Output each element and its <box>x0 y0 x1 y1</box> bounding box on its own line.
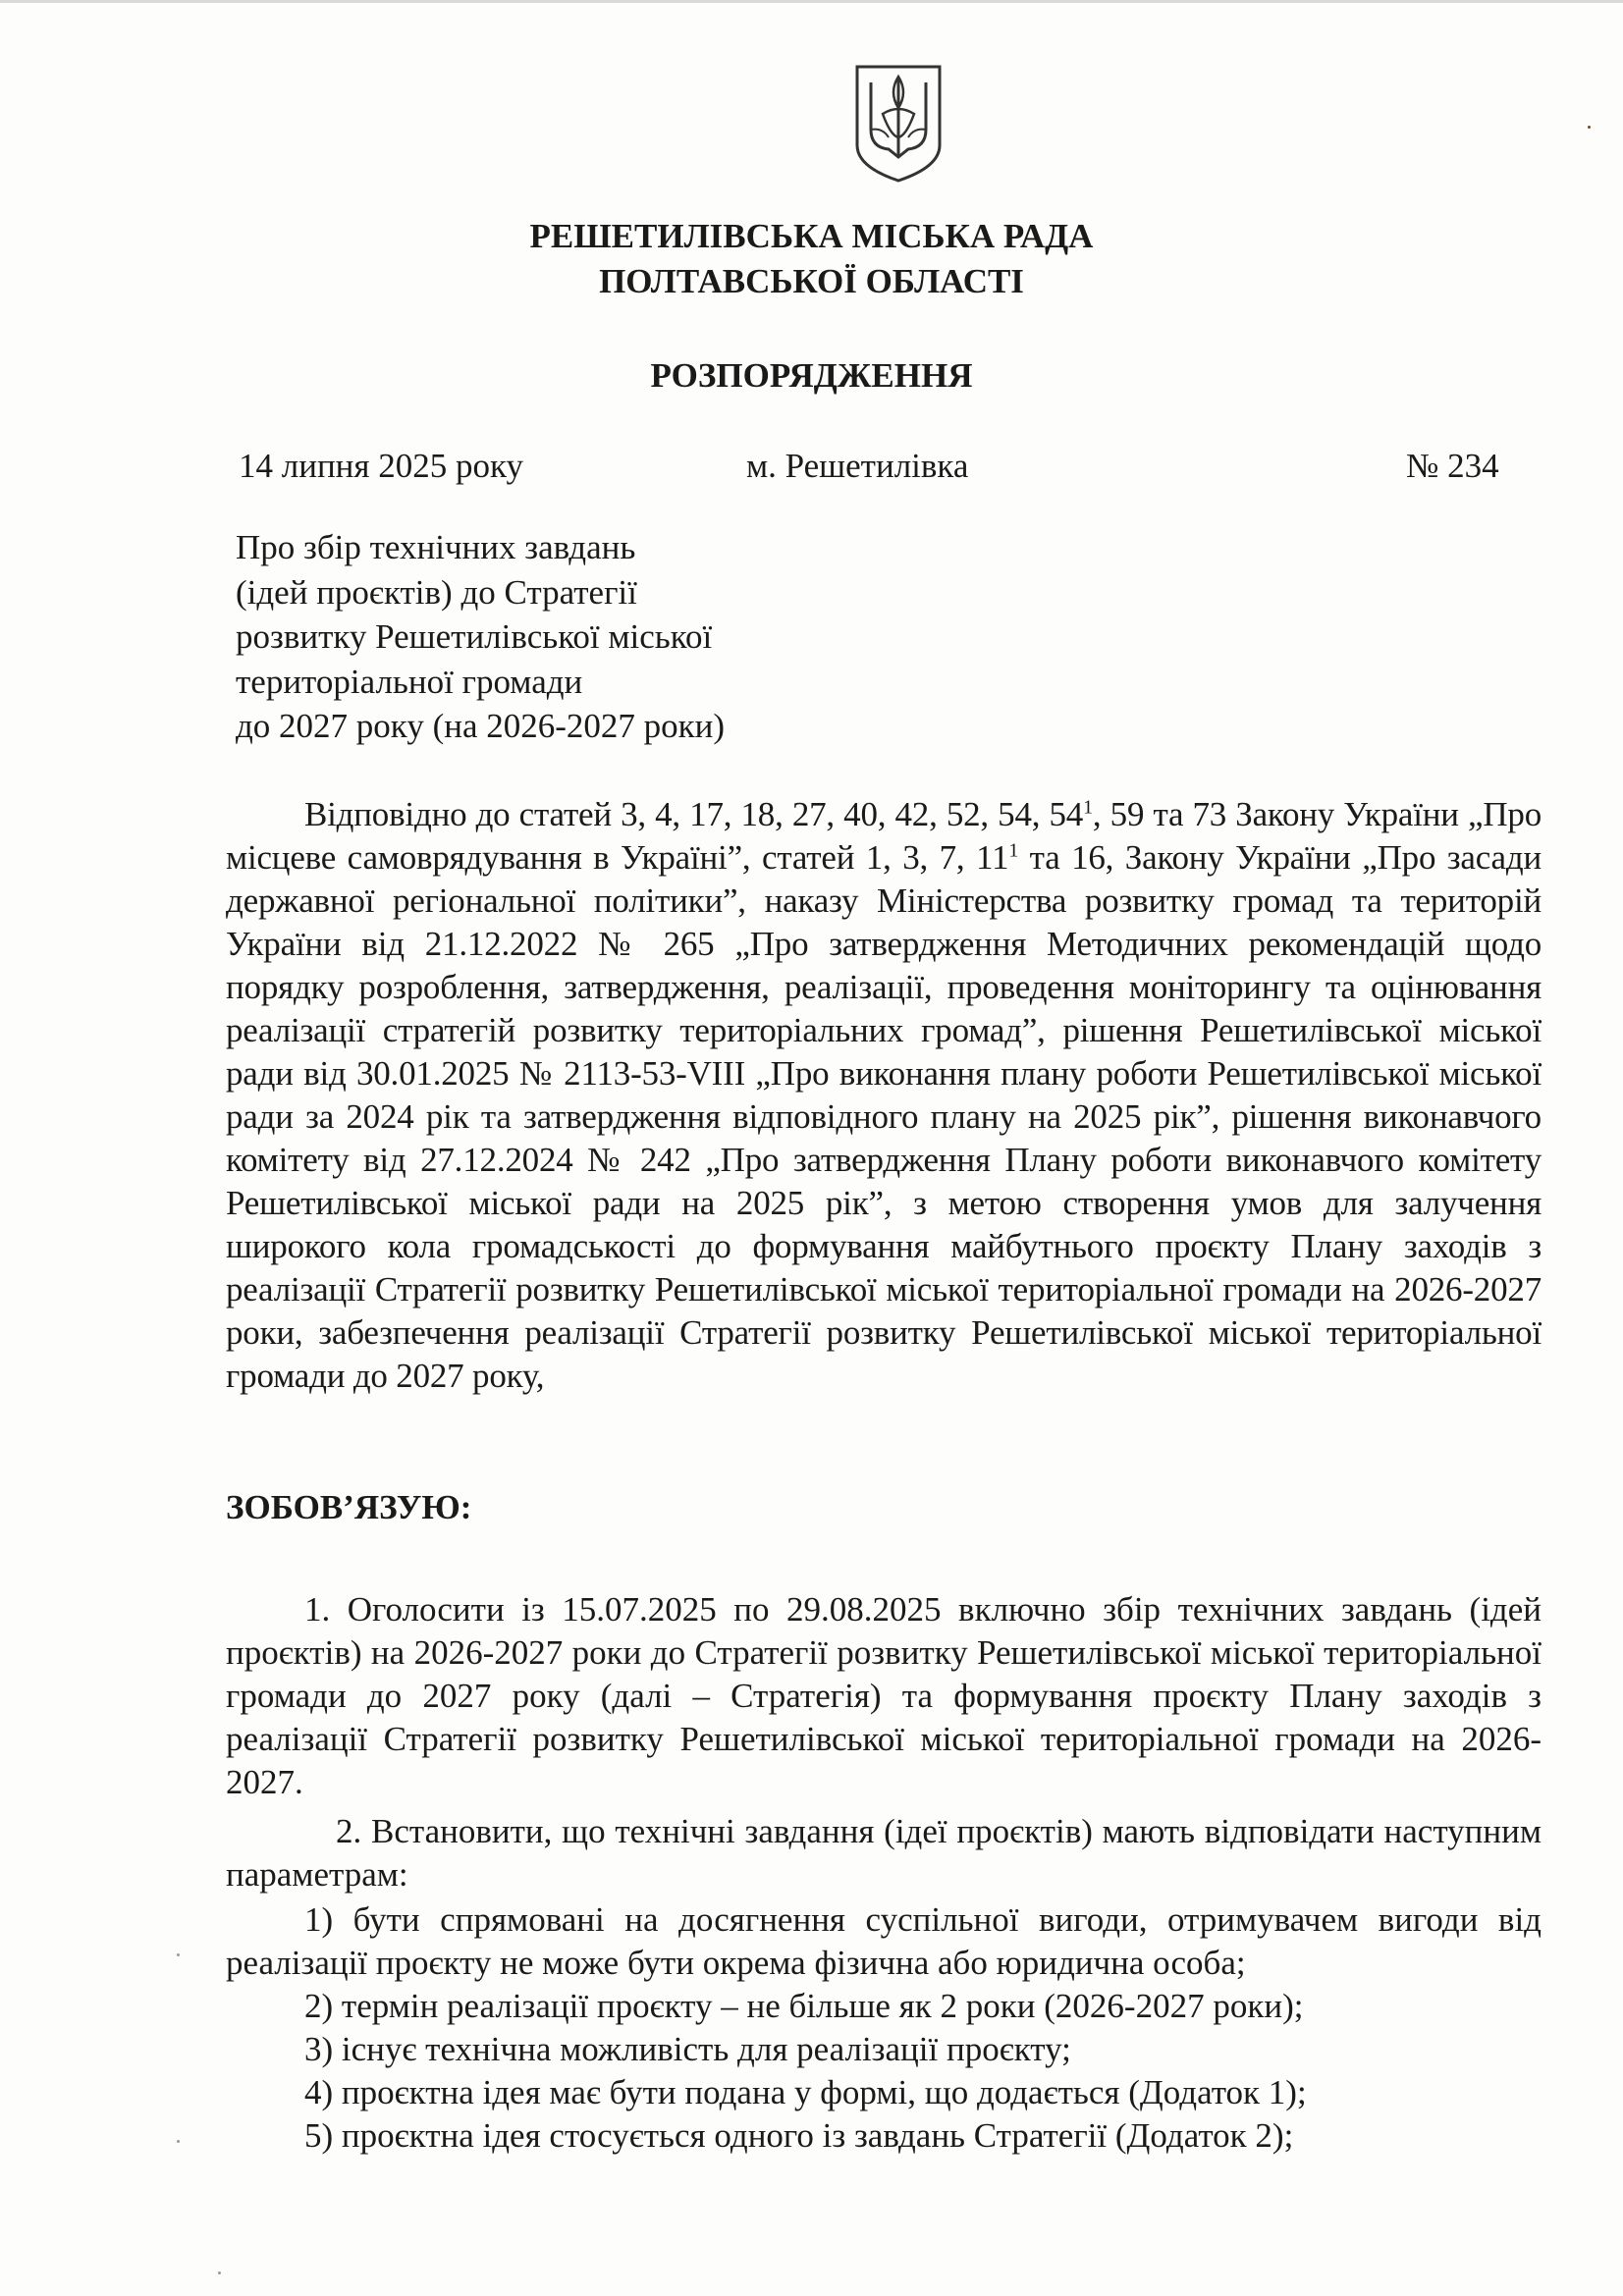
list-item: 4) проєктна ідея має бути подана у формі, що додається (Додаток 1); <box>304 2073 1307 2111</box>
document-type: РОЗПОРЯДЖЕННЯ <box>650 356 973 395</box>
order-city: м. Решетилівка <box>746 447 969 485</box>
oblige-heading: ЗОБОВ’ЯЗУЮ: <box>226 1488 472 1526</box>
list-item: 5) проєктна ідея стосується одного із завдань Стратегії (Додаток 2); <box>304 2116 1294 2155</box>
list-item: 1) бути спрямовані на досягнення суспільної вигоди, отримувачем вигоди від реалізації проєкту не може бути окрема фізична або юридична особа; <box>226 1900 1542 1982</box>
preamble-text: та 16, Закону України „Про засади державної регіональної політики”, наказу Міністерства розвитку громад та територій України від 21.12.2022 № 265 „Про затвердження Методичних рекомендацій щодо порядку розроблення, затвердження, реалізації, проведення моніторингу та оцінювання реалізації стратегій розвитку територіальних громад”, рішення Решетилівської міської ради від 30.01.2025 № 2113-53-VIII „Про виконання плану роботи Решетилівської міської ради за 2024 рік та затвердження відповідного плану на 2025 рік”, рішення виконавчого комітету від 27.12.2024 № 242 „Про затвердження Плану роботи виконавчого комітету Решетилівської міської ради на 2025 рік”, з метою створення умов для залучення широкого кола громадськості до формування майбутнього проєкту Плану заходів з реалізації Стратегії розвитку Решетилівської міської територіальної громади на 2026-2027 роки, забезпечення реалізації Стратегії розвитку Решетилівської міської територіальної громади до 2027 року, <box>226 838 1542 1395</box>
superscript: 1 <box>1008 839 1019 862</box>
subject-line: розвитку Решетилівської міської <box>236 617 713 656</box>
scan-speck <box>218 2271 221 2274</box>
council-line-1: РЕШЕТИЛІВСЬКА МІСЬКА РАДА <box>529 217 1094 255</box>
list-item: 3) існує технічна можливість для реалізації проєкту; <box>304 2030 1071 2068</box>
paragraph-2: 2. Встановити, що технічні завдання (ідеї проєктів) мають відповідати наступним параметрам: <box>226 1812 1542 1894</box>
council-line-2: ПОЛТАВСЬКОЇ ОБЛАСТІ <box>599 262 1024 300</box>
preamble-text: , 59 та 73 Закону України „Про місцеве самоврядування в Україні”, статей 1, 3, 7, 11 <box>226 795 1542 877</box>
list-item: 2) термін реалізації проєкту – не більше як 2 роки (2026-2027 роки); <box>304 1987 1304 2025</box>
subject-line: до 2027 року (на 2026-2027 роки) <box>236 707 726 745</box>
scan-speck <box>177 2140 180 2143</box>
scan-edge <box>0 0 1623 3</box>
order-date: 14 липня 2025 року <box>239 447 524 485</box>
trident-emblem-icon <box>849 59 947 187</box>
subject-line: територіальної громади <box>236 662 583 701</box>
order-subject <box>236 525 864 749</box>
scan-speck <box>1588 126 1591 129</box>
council-name <box>0 214 1623 304</box>
subject-line: Про збір технічних завдань <box>236 528 636 566</box>
preamble-paragraph <box>226 793 1542 1398</box>
scan-speck <box>177 1953 180 1956</box>
subject-line: (ідей проєктів) до Стратегії <box>236 572 637 612</box>
order-number: № 234 <box>1406 447 1499 485</box>
superscript: 1 <box>1083 796 1093 819</box>
preamble-text: Відповідно до статей 3, 4, 17, 18, 27, 40, 42, 52, 54, 54 <box>304 795 1084 833</box>
paragraph-1: 1. Оголосити із 15.07.2025 по 29.08.2025 включно збір технічних завдань (ідей проєктів) на 2026-2027 роки до Стратегії розвитку Решетилівської міської територіальної громади до 2027 року (далі – Стратегія) та формування проєкту Плану заходів з реалізації Стратегії розвитку Решетилівської міської територіальної громади на 2026-2027. <box>226 1590 1542 1801</box>
